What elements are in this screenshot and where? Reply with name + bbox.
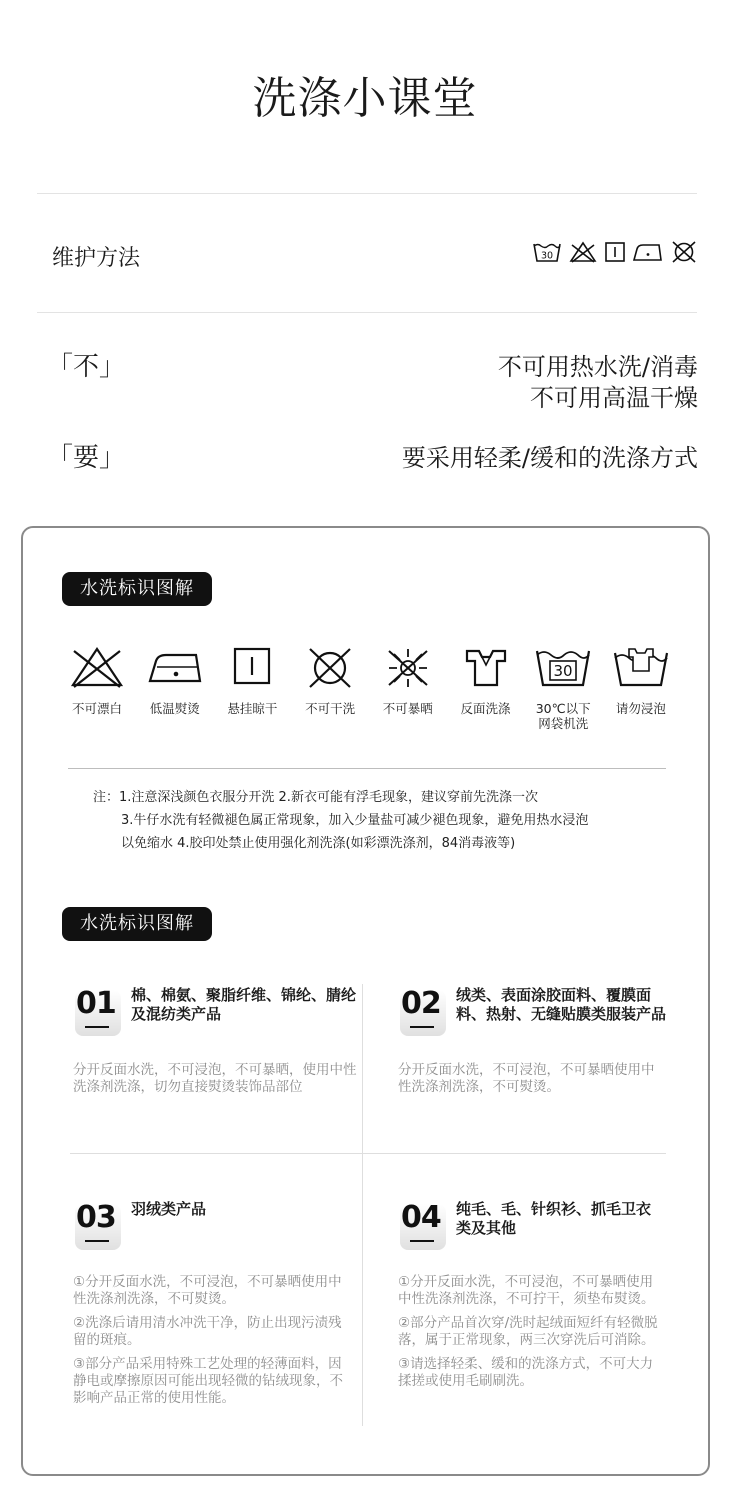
- item-title: 羽绒类产品: [131, 1200, 207, 1218]
- care-notes: [93, 786, 588, 855]
- no-dry-clean-icon: [670, 240, 698, 264]
- note-line: 3.牛仔水洗有轻微褪色属正常现象，加入少量盐可减少褪色现象，避免用热水浸泡: [121, 813, 589, 828]
- rule-dont: [47, 352, 698, 414]
- item-desc-para: ②洗涤后请用清水冲洗干净，防止出现污渍残留的斑痕。: [73, 1315, 342, 1348]
- hang-dry-icon: [230, 645, 274, 691]
- symbol-label: 30℃以下 网袋机洗: [535, 701, 591, 731]
- note-line: 注：1.注意深浅颜色衣服分开洗 2.新衣可能有浮毛现象，建议穿前先洗涤一次: [93, 790, 538, 805]
- symbol-item: [529, 645, 597, 731]
- item-number-badge: [398, 984, 450, 1038]
- low-iron-icon: [632, 241, 664, 263]
- item-desc-para: 分开反面水洗，不可浸泡，不可暴晒，使用中性洗涤剂洗涤，切勿直接熨烫装饰品部位: [73, 1062, 357, 1095]
- item-number: 04: [401, 1200, 441, 1235]
- maintenance-icons: [532, 240, 698, 264]
- hang-dry-icon: [604, 241, 626, 263]
- wash-30-icon: [532, 241, 562, 263]
- section-tag: 水洗标识图解: [62, 907, 212, 941]
- item-title: 纯毛、毛、针织衫、抓毛卫衣类及其他: [456, 1200, 652, 1237]
- symbol-item: [607, 645, 675, 731]
- item-desc-para: ③请选择轻柔、缓和的洗涤方式，不可大力揉搓或使用毛刷刷洗。: [398, 1356, 654, 1389]
- item-title: 绒类、表面涂胶面料、覆膜面料、热射、无缝贴膜类服装产品: [456, 986, 667, 1023]
- divider: [68, 768, 666, 769]
- item-title: 棉、棉氨、聚脂纤维、锦纶、腈纶及混纺类产品: [131, 986, 357, 1023]
- divider: [37, 193, 697, 194]
- symbol-item: [141, 645, 209, 731]
- no-soak-icon: [611, 645, 671, 691]
- rule-bracket: 「不」: [47, 352, 126, 382]
- rule-line: 要采用轻柔/缓和的洗涤方式: [401, 444, 698, 472]
- no-bleach-icon: [568, 241, 598, 263]
- note-line: 以免缩水 4.胶印处禁止使用强化剂洗涤(如彩漂洗涤剂，84消毒液等): [121, 836, 516, 851]
- rule-text: [498, 352, 698, 414]
- rule-bracket: 「要」: [47, 443, 126, 473]
- item-number-badge: [398, 1198, 450, 1252]
- item-number-badge: [73, 1198, 125, 1252]
- item-number-badge: [73, 984, 125, 1038]
- rule-line: 不可用热水洗/消毒: [497, 353, 698, 381]
- symbol-label: 请勿浸泡: [615, 701, 666, 716]
- symbol-legend: [63, 645, 675, 731]
- divider: [37, 312, 697, 313]
- no-bleach-icon: [66, 645, 128, 691]
- item-number: 02: [401, 986, 441, 1021]
- no-dry-clean-icon: [302, 645, 358, 691]
- item-desc-para: 分开反面水洗，不可浸泡，不可暴晒使用中性洗涤剂洗涤，不可熨烫。: [398, 1062, 655, 1095]
- item-desc-para: ③部分产品采用特殊工艺处理的轻薄面料，因静电或摩擦原因可能出现轻微的钻绒现象，不影响产品正常的使用性能。: [73, 1356, 343, 1406]
- symbol-item: [63, 645, 131, 731]
- grid-divider: [70, 1153, 666, 1154]
- maintenance-label: 维护方法: [52, 246, 141, 271]
- item-desc-para: ①分开反面水洗，不可浸泡，不可暴晒使用中性洗涤剂洗涤，不可拧干，须垫布熨烫。: [398, 1274, 655, 1307]
- item-desc: [398, 1274, 666, 1397]
- item-desc-para: ①分开反面水洗，不可浸泡，不可暴晒使用中性洗涤剂洗涤，不可熨烫。: [73, 1274, 342, 1307]
- symbol-item: [374, 645, 442, 731]
- rule-line: 不可用高温干燥: [530, 384, 698, 412]
- page-title: 洗涤小课堂: [252, 73, 478, 124]
- symbol-label: 不可干洗: [305, 701, 356, 716]
- symbol-label: 反面洗涤: [460, 701, 511, 716]
- no-sun-icon: [383, 645, 433, 691]
- symbol-label: 低温熨烫: [149, 701, 200, 716]
- symbol-item: [452, 645, 520, 731]
- rule-text: [402, 443, 698, 474]
- item-desc: [398, 1062, 658, 1103]
- symbol-label: 不可暴晒: [382, 701, 433, 716]
- section-tag: 水洗标识图解: [62, 572, 212, 606]
- symbol-label: 不可漂白: [71, 701, 122, 716]
- item-desc: [73, 1062, 363, 1103]
- symbol-item: [218, 645, 286, 731]
- svg-text:30: 30: [553, 662, 573, 680]
- item-number: 03: [76, 1200, 116, 1235]
- item-desc-para: ②部分产品首次穿/洗时起绒面短纤有轻微脱落，属于正常现象，两三次穿洗后可消除。: [398, 1315, 658, 1348]
- inside-out-icon: [463, 645, 509, 691]
- symbol-item: [296, 645, 364, 731]
- symbol-label: 悬挂晾干: [227, 701, 278, 716]
- svg-text:30: 30: [540, 250, 554, 262]
- rule-do: [47, 443, 698, 474]
- item-number: 01: [76, 986, 116, 1021]
- wash-30-icon: [533, 645, 593, 691]
- low-iron-icon: [146, 645, 204, 691]
- item-desc: [73, 1274, 345, 1414]
